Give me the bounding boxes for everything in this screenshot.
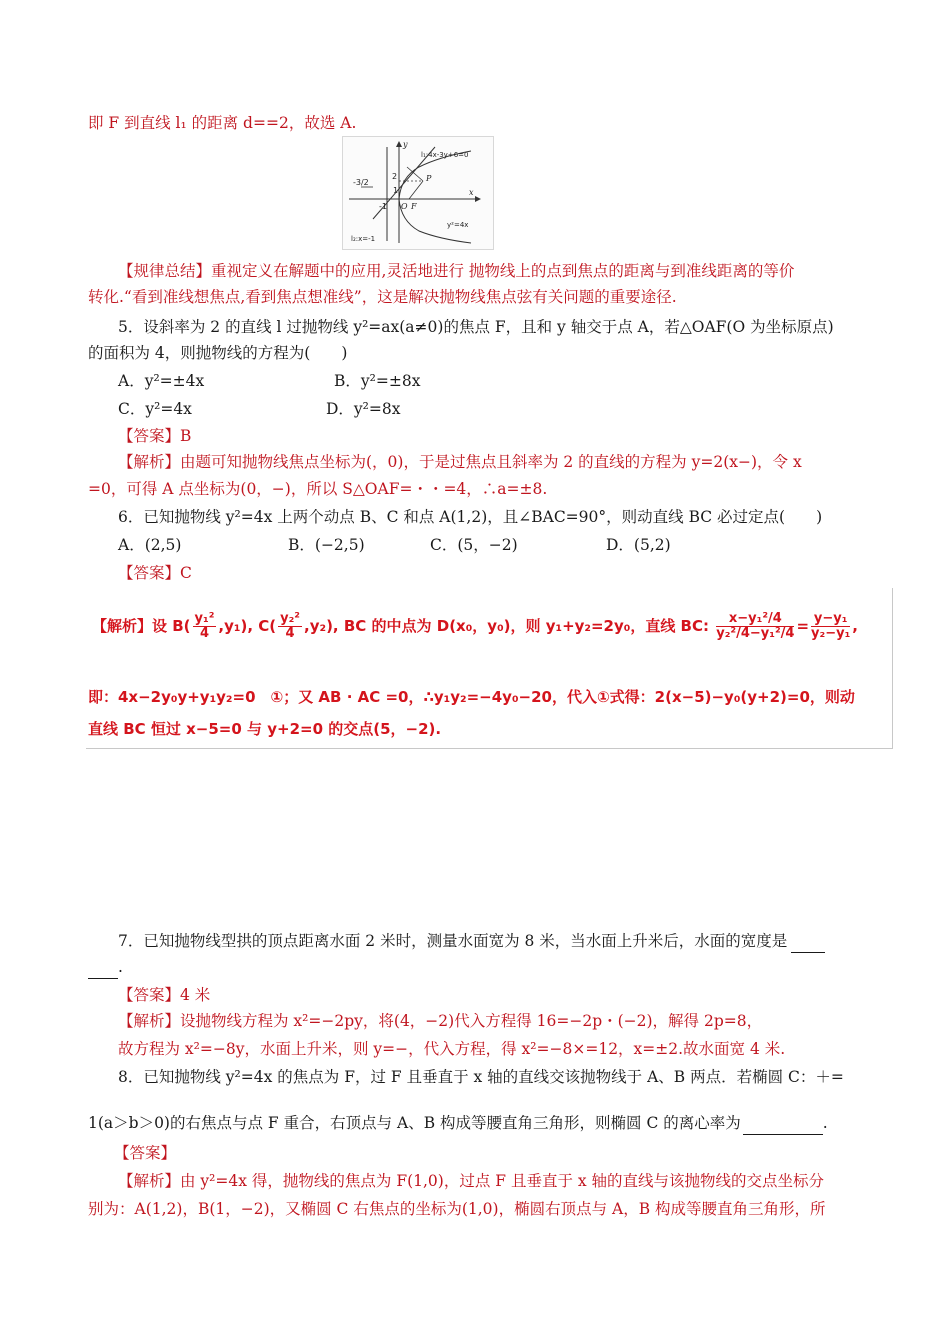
- focus-label: F: [411, 202, 417, 211]
- q6-frac-c-den: 4: [285, 626, 295, 641]
- q6-option-d: D．(5,2): [606, 536, 671, 554]
- q5-stem-2: 的面积为 4，则抛物线的方程为( ): [88, 344, 348, 362]
- parabola-label: y²=4x: [447, 221, 469, 229]
- one-label: 1: [393, 186, 399, 195]
- q8-answer: 【答案】: [114, 1144, 177, 1162]
- q6-frac-c: [278, 612, 302, 641]
- q6-line-rhs: [811, 612, 850, 641]
- q6-analysis-3: 直线 BC 恒过 x−5=0 与 y+2=0 的交点(5，−2).: [88, 720, 442, 738]
- parabola-diagram: [343, 137, 493, 249]
- summary-text-1: 重视定义在解题中的应用,灵活地进行 抛物线上的点到焦点的距离与到准线距离的等价: [211, 262, 795, 280]
- q5-analysis-2: =0，可得 A 点坐标为(0，−)，所以 S△OAF=・・=4，∴a=±8.: [88, 480, 548, 498]
- q6-y1: y₁),: [224, 617, 254, 635]
- q6-frac-b-num: y₁²: [194, 611, 215, 626]
- q6-frac-c-num: y₂²: [280, 611, 301, 626]
- line-l1-label: l₁:4x-3y+6=0: [421, 151, 469, 159]
- q6-analysis-2: 即：4x−2y₀y+y₁y₂=0 ①；又 AB · AC =0，∴y₁y₂=−4y₀−20，代入①式得：2(x−5)−y₀(y+2)=0，则动: [88, 688, 855, 706]
- q8-stem-text: 1(a＞b＞0)的右焦点与点 F 重合，右顶点与 A、B 构成等腰直角三角形，则椭圆 C 的离心率为: [88, 1114, 741, 1132]
- q7-stem-2: [88, 956, 123, 979]
- q7-answer-blank-2: [88, 956, 118, 979]
- q6-answer: 【答案】C: [118, 564, 192, 582]
- q7-analysis-2: 故方程为 x²=−8y，水面上升米，则 y=−，代入方程，得 x²=−8×=12，x=±2.故水面宽 4 米.: [118, 1040, 786, 1058]
- summary-line-2: 转化.“看到准线想焦点,看到焦点想准线”，这是解决抛物线焦点弦有关问题的重要途径.: [88, 288, 677, 306]
- q8-analysis-2: 别为：A(1,2)，B(1，−2)，又椭圆 C 右焦点的坐标为(1,0)，椭圆右顶点与 A，B 构成等腰直角三角形，所: [88, 1200, 826, 1218]
- parabola-figure: [342, 136, 494, 250]
- q7-analysis-1: 【解析】设抛物线方程为 x²=−2py，将(4，−2)代入方程得 16=−2p・(−2)，解得 2p=8，: [118, 1012, 763, 1030]
- q6-point-c: C(: [258, 617, 277, 635]
- q6-y2: y₂),: [309, 617, 339, 635]
- q6-line-lhs: [716, 612, 794, 641]
- summary-tag: 【规律总结】: [118, 262, 212, 280]
- q6-line-rhs-num: y−y₁: [811, 612, 850, 627]
- q8-answer-blank: [743, 1112, 823, 1135]
- origin-label: O: [401, 202, 408, 211]
- q5-option-d: D．y²=8x: [326, 400, 401, 418]
- q5-option-b: B．y²=±8x: [334, 372, 421, 390]
- q7-answer-blank-1: [791, 930, 825, 953]
- q8-stem-2: [88, 1112, 828, 1135]
- neg-three-halves-label: -3/2: [353, 178, 369, 187]
- x-axis-label: x: [469, 188, 474, 197]
- minus-one-label: -1: [379, 202, 387, 211]
- q6-midpoint-text: BC 的中点为 D(x₀，y₀)，则 y₁+y₂=2y₀，直线 BC:: [343, 617, 710, 635]
- summary-line-1: [118, 260, 794, 282]
- q7-answer: 【答案】4 米: [118, 986, 211, 1004]
- q8-stem-1: 8．已知抛物线 y²=4x 的焦点为 F，过 F 且垂直于 x 轴的直线交该抛物线于 A、B 两点．若椭圆 C：＋=: [118, 1068, 844, 1086]
- q7-stem-end: .: [118, 958, 123, 976]
- q6-analysis-1: 【解析】设 B( $\frac{\text{y₁²}}{4}$ ,y₁), C( $\frac{\text{y₂²}}{4}$ ,y₂), BC 的中点为 D(x₀，y₀)，则 y₁+y₂=2y₀，直线 BC: $\frac{\text{x−y₁²/4}}{\text{y₂²/4−y₁²/4}}$ = $\frac{\text{y−y₁}}{\text{y₂−y₁}}$ ,: [92, 611, 858, 641]
- q8-analysis-1: 【解析】由 y²=4x 得，抛物线的焦点为 F(1,0)，过点 F 且垂直于 x 轴的直线与该抛物线的交点坐标分: [118, 1172, 825, 1190]
- q6-analysis-tag: 【解析】设: [92, 617, 168, 635]
- q6-frac-b: [193, 612, 217, 641]
- q5-option-c: C．y²=4x: [118, 400, 192, 418]
- directrix-label: l₂:x=-1: [351, 235, 376, 243]
- q6-stem: 6．已知抛物线 y²=4x 上两个动点 B、C 和点 A(1,2)，且∠BAC=90°，则动直线 BC 必过定点( ): [118, 508, 823, 526]
- q5-answer: 【答案】B: [118, 427, 192, 445]
- two-label: 2: [392, 172, 398, 181]
- q6-line-lhs-num: x−y₁²/4: [716, 612, 794, 627]
- point-p-label: P: [426, 174, 432, 183]
- q8-stem-end: .: [822, 1114, 828, 1132]
- q5-analysis-1: 【解析】由题可知抛物线焦点坐标为(，0)，于是过焦点且斜率为 2 的直线的方程为 y=2(x−)，令 x: [118, 453, 802, 471]
- q6-line-rhs-den: y₂−y₁: [811, 626, 851, 641]
- q5-stem-1: 5．设斜率为 2 的直线 l 过抛物线 y²=ax(a≠0)的焦点 F，且和 y 轴交于点 A，若△OAF(O 为坐标原点): [118, 318, 834, 336]
- q7-stem-1: [118, 930, 825, 953]
- q6-line-lhs-den: y₂²/4−y₁²/4: [716, 626, 795, 641]
- q6-frac-b-den: 4: [199, 626, 209, 641]
- q6-option-a: A．(2,5): [118, 536, 182, 554]
- y-axis-label: y: [403, 140, 408, 149]
- prev-conclusion: 即 F 到直线 l₁ 的距离 d==2，故选 A.: [88, 114, 357, 132]
- q7-stem-text: 7．已知抛物线型拱的顶点距离水面 2 米时，测量水面宽为 8 米，当水面上升米后，水面的宽度是: [118, 932, 788, 950]
- q6-option-b: B．(−2,5): [288, 536, 365, 554]
- q5-option-a: A．y²=±4x: [118, 372, 205, 390]
- q6-point-b: B(: [172, 617, 191, 635]
- q6-option-c: C．(5，−2): [430, 536, 518, 554]
